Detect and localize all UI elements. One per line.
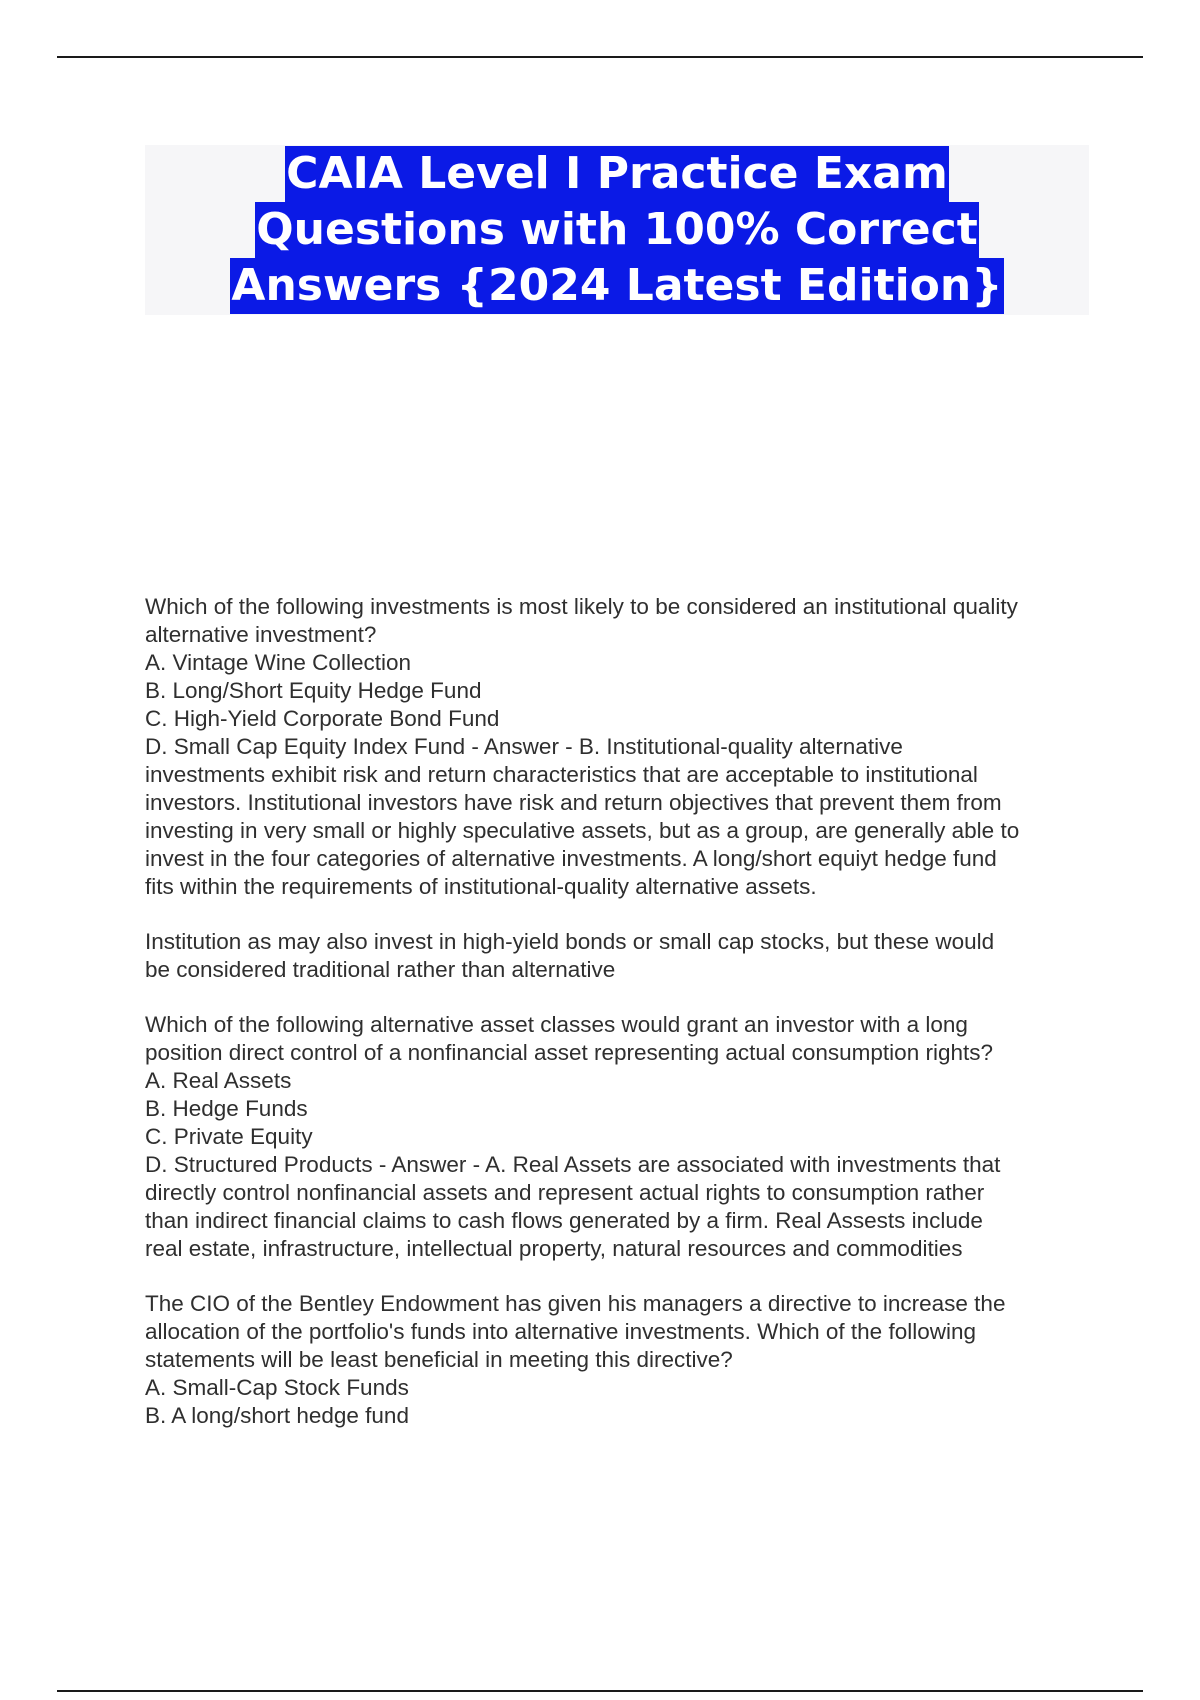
question-block-1 [145,593,1095,901]
question-text-line: Which of the following investments is most likely to be considered an institutional quality [145,594,1018,619]
question-block-3 [145,1290,1095,1430]
answer-explanation-line: investments exhibit risk and return characteristics that are acceptable to institutional [145,762,978,787]
title-line: Questions with 100% Correct [255,202,978,258]
question-block-2 [145,1011,1095,1263]
answer-option-b: B. A long/short hedge fund [145,1403,409,1428]
answer-explanation-line: than indirect financial claims to cash flows generated by a firm. Real Assests include [145,1208,983,1233]
answer-explanation-line: investing in very small or highly speculative assets, but as a group, are generally able to [145,818,1020,843]
answer-explanation-line: directly control nonfinancial assets and represent actual rights to consumption rather [145,1180,985,1205]
header-rule [57,56,1143,58]
question-text-line: The CIO of the Bentley Endowment has given his managers a directive to increase the [145,1291,1006,1316]
answer-option-a: A. Real Assets [145,1068,292,1093]
question-text-line: allocation of the portfolio's funds into alternative investments. Which of the following [145,1319,976,1344]
answer-option-a: A. Vintage Wine Collection [145,650,411,675]
answer-option-b: B. Hedge Funds [145,1096,308,1121]
answer-option-c: C. High-Yield Corporate Bond Fund [145,706,500,731]
answer-explanation-line: investors. Institutional investors have risk and return objectives that prevent them from [145,790,1002,815]
answer-option-d: D. Small Cap Equity Index Fund - Answer - B. Institutional-quality alternative [145,734,903,759]
question-text-line: alternative investment? [145,622,377,647]
note-text-line: Institution as may also invest in high-yield bonds or small cap stocks, but these would [145,929,995,954]
answer-option-d: D. Structured Products - Answer - A. Real Assets are associated with investments that [145,1152,1001,1177]
answer-explanation-line: real estate, infrastructure, intellectual property, natural resources and commodities [145,1236,963,1261]
answer-option-c: C. Private Equity [145,1124,313,1149]
answer-option-a: A. Small-Cap Stock Funds [145,1375,409,1400]
document-title [145,146,1089,314]
note-text-line: be considered traditional rather than alternative [145,957,616,982]
question-text-line: Which of the following alternative asset classes would grant an investor with a long [145,1012,968,1037]
document-body [145,593,1095,1457]
footer-rule [57,1690,1143,1692]
question-text-line: position direct control of a nonfinancial asset representing actual consumption rights? [145,1040,993,1065]
title-line: CAIA Level I Practice Exam [285,146,949,202]
title-line: Answers {2024 Latest Edition} [230,258,1003,314]
question-text-line: statements will be least beneficial in meeting this directive? [145,1347,733,1372]
answer-explanation-line: invest in the four categories of alternative investments. A long/short equiyt hedge fund [145,846,997,871]
answer-explanation-line: fits within the requirements of institutional-quality alternative assets. [145,874,817,899]
answer-option-b: B. Long/Short Equity Hedge Fund [145,678,482,703]
note-block [145,928,1095,984]
